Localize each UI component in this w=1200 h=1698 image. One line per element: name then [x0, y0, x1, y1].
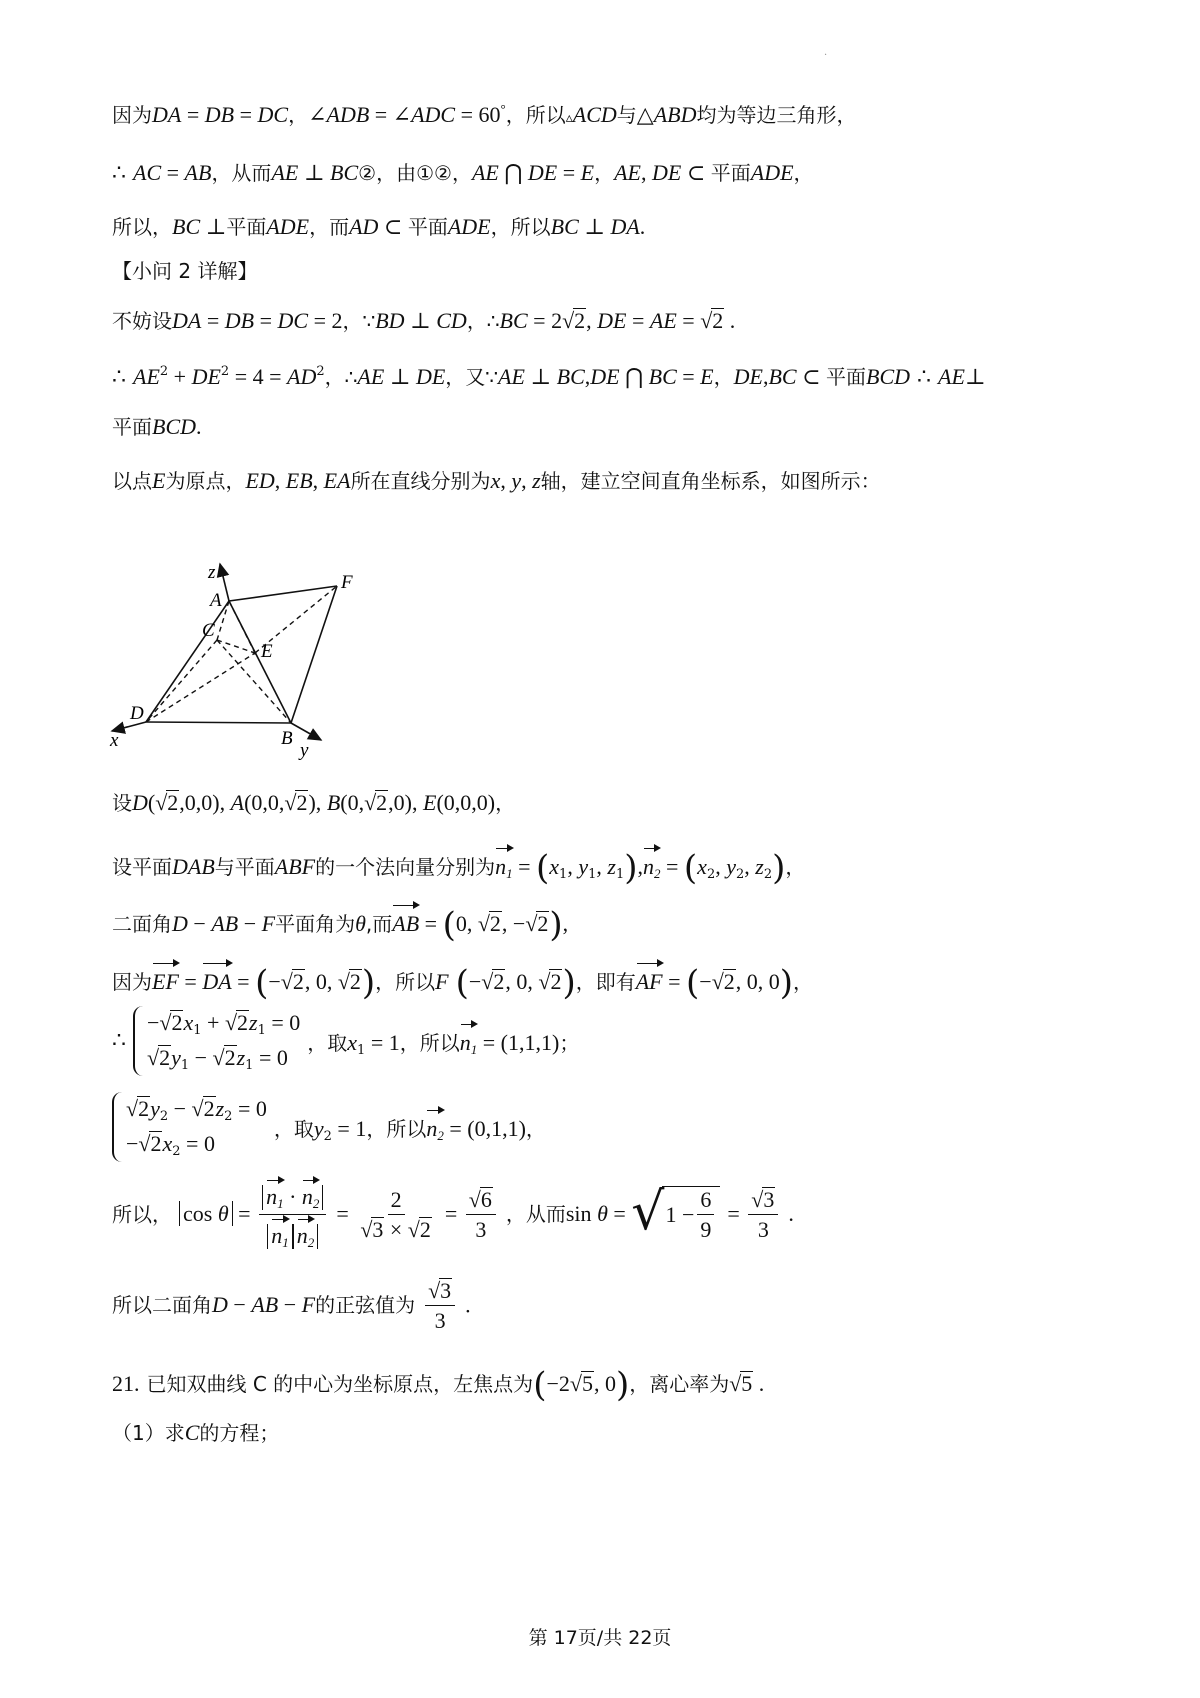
edge-FB — [291, 586, 337, 723]
text-line-11: 因为EF = DA = (−√2, 0, √2)，所以F (−√2, 0, √2)，即有AF = (−√2, 0, 0)， — [112, 963, 814, 1003]
y-axis — [291, 723, 321, 740]
label-z: z — [208, 562, 216, 583]
text-line-13: $√2y_2 - √2z_2 = 0$ $-√2x_2 = 0$ ，取$y_2 = 1$，所以$n_2 = (0,1,1)$， — [112, 1092, 546, 1162]
problem-21-part-1: （1）求C的方程； — [112, 1420, 280, 1445]
edge-DA — [146, 601, 229, 722]
equation-system-1: $-√2x_1 + √2z_1 = 0$ $√2y_1 - √2z_1 = 0$ — [133, 1006, 300, 1076]
label-B: B — [281, 728, 293, 749]
text-line-1: 因为DA = DB = DC，∠ADB = ∠ADC = 60°，所以▵ACD与△ABD均为等边三角形， — [112, 101, 857, 127]
text-line-3: 所以，BC ⊥平面ADE，而AD ⊂ 平面ADE，所以BC ⊥ DA. — [112, 214, 646, 239]
page-dot: · — [824, 50, 828, 61]
text-line-14: 所以， cos θ = $\frac{n_1 \cdot n_2}{n_1 n_2}$ = $\frac{2}{√3 \times √2}$ = $\frac{√6}{3}$ ，从而sin θ = √ 1 − $\frac{6}{9}$ = $\frac{√3}{3}$ . — [112, 1178, 794, 1251]
label-F: F — [341, 572, 353, 593]
coordinate-figure — [96, 556, 396, 766]
equation-system-2: $√2y_2 - √2z_2 = 0$ $-√2x_2 = 0$ — [112, 1092, 267, 1162]
text-line-15: 所以二面角D − AB − F的正弦值为 $\frac{√3}{3}$ . — [112, 1278, 471, 1334]
page-footer: 第 17页/共 22页 — [528, 1627, 672, 1649]
label-x: x — [110, 730, 119, 751]
text-line-5: ∴ $AE^2 + DE^2 = 4 = AD^2$，∴AE ⊥ DE，又∵AE ⊥ BC,DE ⋂ BC = E，DE,BC ⊂ 平面BCD ∴ AE⊥ — [112, 364, 986, 389]
text-line-12: ∴ $-√2x_1 + √2z_1 = 0$ $√2y_1 - √2z_1 = 0$ ，取$x_1 = 1$，所以$n_1 = (1,1,1)$； — [112, 1006, 579, 1076]
label-D: D — [130, 703, 144, 724]
text-line-10: 二面角D − AB − F平面角为θ,而AB = (0, √2, −√2), — [112, 905, 569, 945]
text-line-8: 设D(√2,0,0), A(0,0,√2), B(0,√2,0), E(0,0,0)， — [112, 790, 516, 815]
label-C: C — [202, 620, 215, 641]
text-line-7: 以点E为原点，ED, EB, EA所在直线分别为x, y, z轴，建立空间直角坐标系，如图所示： — [112, 468, 881, 493]
text-line-6: 平面BCD. — [112, 414, 202, 439]
problem-21: 21. 已知双曲线 C 的中心为坐标原点，左焦点为(−2√5, 0)，离心率为√5 . — [112, 1365, 765, 1405]
label-y: y — [300, 740, 309, 761]
label-E: E — [261, 641, 273, 662]
label-A: A — [210, 590, 222, 611]
text-line-9: 设平面DAB与平面ABF的一个法向量分别为$n_1 = (x_1$, $y_1$, $z_1),n_2 = (x_2$, $y_2$, $z_2$)， — [112, 848, 806, 888]
text-line-2: ∴ AC = AB，从而AE ⊥ BC②，由①②，AE ⋂ DE = E，AE, DE ⊂ 平面ADE， — [112, 160, 814, 185]
point-E — [253, 651, 256, 654]
edge-CD — [146, 640, 217, 722]
edge-DB — [146, 722, 291, 723]
section-heading: 【小问 2 详解】 — [112, 259, 258, 283]
text-line-4: 不妨设DA = DB = DC = 2，∵BD ⊥ CD，∴BC = 2√2, DE = AE = √2 . — [112, 308, 736, 333]
edge-DE — [146, 653, 255, 722]
